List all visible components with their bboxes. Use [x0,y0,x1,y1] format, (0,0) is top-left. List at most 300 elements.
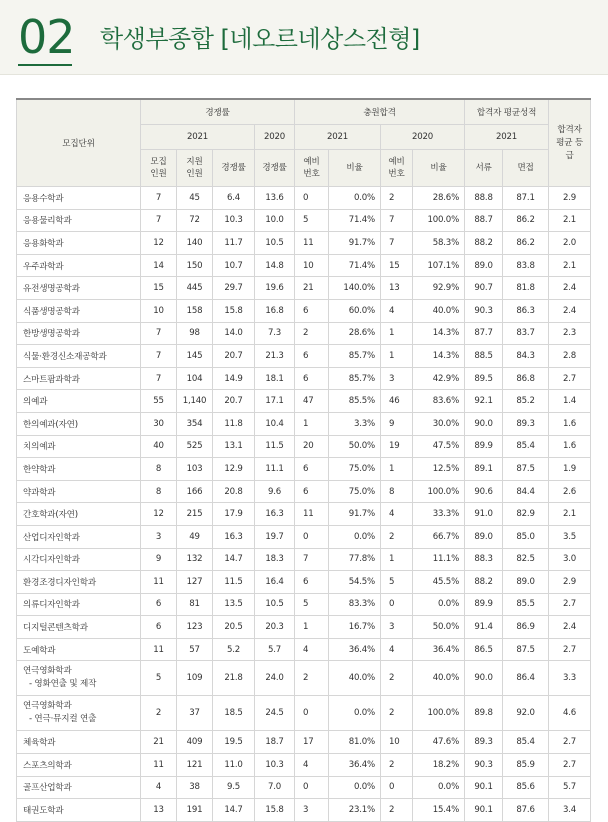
waitlist-2021-cell: 5 [295,209,329,232]
waitlist-2020-cell: 9 [381,412,413,435]
table-row [17,754,591,777]
rate-2020-cell: 5.7 [255,638,295,661]
ratio-2020-cell: 42.9% [413,367,465,390]
avg-grade-cell: 2.4 [549,616,591,639]
interview-score-cell: 92.0 [503,696,549,731]
applicants-cell: 191 [177,799,213,822]
applicants-cell: 121 [177,754,213,777]
unit-cell [17,731,141,754]
sub-waitlist-2020-header: 예비 번호 [381,150,413,187]
waitlist-2021-cell: 4 [295,638,329,661]
waitlist-2020-cell: 15 [381,254,413,277]
quota-cell: 12 [141,503,177,526]
rate-2021-cell: 21.8 [213,661,255,696]
rate-2021-cell: 19.5 [213,731,255,754]
unit-name: 한약학과 [23,464,56,475]
table-row [17,593,591,616]
table-row [17,616,591,639]
quota-cell: 7 [141,209,177,232]
unit-cell [17,799,141,822]
quota-cell: 2 [141,696,177,731]
rate-2021-cell: 10.7 [213,254,255,277]
applicants-cell: 445 [177,277,213,300]
avg-grade-cell: 1.9 [549,458,591,481]
ratio-2021-cell: 83.3% [329,593,381,616]
group-additional-header: 충원합격 [295,99,465,125]
quota-cell: 40 [141,435,177,458]
document-score-cell: 88.5 [465,345,503,368]
unit-cell [17,322,141,345]
ratio-2021-cell: 81.0% [329,731,381,754]
unit-cell [17,525,141,548]
quota-cell: 7 [141,187,177,210]
unit-cell [17,345,141,368]
rate-2020-cell: 18.7 [255,731,295,754]
rate-2020-cell: 21.3 [255,345,295,368]
avg-grade-cell: 1.6 [549,435,591,458]
waitlist-2020-cell: 2 [381,187,413,210]
unit-cell [17,754,141,777]
waitlist-2021-cell: 21 [295,277,329,300]
unit-name: 응용화학과 [23,238,64,249]
avg-grade-cell: 2.8 [549,345,591,368]
avg-grade-cell: 1.4 [549,390,591,413]
avg-grade-cell: 2.7 [549,731,591,754]
interview-score-cell: 83.8 [503,254,549,277]
applicants-cell: 123 [177,616,213,639]
unit-cell [17,412,141,435]
ratio-2020-cell: 14.3% [413,322,465,345]
quota-cell: 21 [141,731,177,754]
ratio-2021-cell: 36.4% [329,638,381,661]
avg-grade-cell: 2.7 [549,638,591,661]
ratio-2020-cell: 36.4% [413,638,465,661]
unit-name: 연극영화학과 [23,666,72,677]
unit-name: 연극영화학과 [23,701,72,712]
avg-grade-cell: 1.6 [549,412,591,435]
unit-cell [17,209,141,232]
ratio-2020-cell: 47.6% [413,731,465,754]
unit-cell [17,187,141,210]
rate-2021-cell: 6.4 [213,187,255,210]
document-score-cell: 88.3 [465,548,503,571]
document-score-cell: 89.9 [465,593,503,616]
sub-ratio-2020-header: 비율 [413,150,465,187]
document-score-cell: 90.1 [465,776,503,799]
group-competition-header: 경쟁률 [141,99,295,125]
sub-applicants-header: 지원 인원 [177,150,213,187]
avg-grade-cell: 2.9 [549,571,591,594]
ratio-2021-cell: 50.0% [329,435,381,458]
ratio-2021-cell: 85.7% [329,367,381,390]
table-row [17,435,591,458]
avg-grade-cell: 3.0 [549,548,591,571]
quota-cell: 10 [141,299,177,322]
competition-2020-header: 2020 [255,125,295,150]
unit-name: 환경조경디자인학과 [23,577,96,588]
interview-score-cell: 86.2 [503,232,549,255]
waitlist-2021-cell: 6 [295,367,329,390]
additional-2020-header: 2020 [381,125,465,150]
document-score-cell: 91.0 [465,503,503,526]
quota-cell: 55 [141,390,177,413]
ratio-2021-cell: 36.4% [329,754,381,777]
waitlist-2021-cell: 17 [295,731,329,754]
unit-name: 태권도학과 [23,806,64,817]
document-score-cell: 89.3 [465,731,503,754]
ratio-2020-cell: 33.3% [413,503,465,526]
waitlist-2021-cell: 0 [295,525,329,548]
rate-2021-cell: 16.3 [213,525,255,548]
rate-2020-cell: 17.1 [255,390,295,413]
unit-cell [17,232,141,255]
rate-2021-cell: 13.1 [213,435,255,458]
document-score-cell: 89.8 [465,696,503,731]
unit-name: 골프산업학과 [23,783,72,794]
table-row [17,412,591,435]
rate-2021-cell: 5.2 [213,638,255,661]
applicants-cell: 132 [177,548,213,571]
applicants-cell: 72 [177,209,213,232]
interview-score-cell: 86.3 [503,299,549,322]
quota-cell: 7 [141,345,177,368]
unit-cell [17,367,141,390]
col-unit-header: 모집단위 [17,99,141,187]
rate-2021-cell: 20.7 [213,390,255,413]
rate-2020-cell: 15.8 [255,799,295,822]
unit-name: 시각디자인학과 [23,555,80,566]
results-table-wrapper [16,98,590,822]
waitlist-2020-cell: 2 [381,525,413,548]
waitlist-2020-cell: 1 [381,458,413,481]
unit-name: 치의예과 [23,442,56,453]
ratio-2021-cell: 60.0% [329,299,381,322]
document-score-cell: 90.3 [465,754,503,777]
document-score-cell: 90.7 [465,277,503,300]
ratio-2021-cell: 85.7% [329,345,381,368]
waitlist-2021-cell: 2 [295,322,329,345]
ratio-2020-cell: 40.0% [413,299,465,322]
rate-2021-cell: 15.8 [213,299,255,322]
rate-2020-cell: 10.3 [255,754,295,777]
avg-grade-cell: 3.4 [549,799,591,822]
rate-2021-cell: 20.5 [213,616,255,639]
waitlist-2021-cell: 3 [295,799,329,822]
ratio-2021-cell: 91.7% [329,503,381,526]
section-number-underline [18,64,72,66]
unit-cell [17,571,141,594]
interview-score-cell: 86.4 [503,661,549,696]
interview-score-cell: 86.8 [503,367,549,390]
waitlist-2021-cell: 6 [295,458,329,481]
applicants-cell: 127 [177,571,213,594]
quota-cell: 8 [141,480,177,503]
ratio-2021-cell: 91.7% [329,232,381,255]
table-row [17,345,591,368]
ratio-2021-cell: 40.0% [329,661,381,696]
waitlist-2020-cell: 0 [381,776,413,799]
unit-cell [17,503,141,526]
rate-2020-cell: 10.4 [255,412,295,435]
rate-2020-cell: 7.3 [255,322,295,345]
rate-2021-cell: 9.5 [213,776,255,799]
avg-grade-cell: 2.1 [549,503,591,526]
rate-2020-cell: 14.8 [255,254,295,277]
unit-name: 체육학과 [23,738,56,749]
waitlist-2021-cell: 6 [295,345,329,368]
quota-cell: 6 [141,593,177,616]
interview-score-cell: 87.1 [503,187,549,210]
waitlist-2020-cell: 0 [381,593,413,616]
rate-2020-cell: 19.6 [255,277,295,300]
unit-cell [17,277,141,300]
avg-grade-cell: 2.0 [549,232,591,255]
table-row [17,322,591,345]
applicants-cell: 215 [177,503,213,526]
applicants-cell: 57 [177,638,213,661]
waitlist-2020-cell: 5 [381,571,413,594]
ratio-2021-cell: 16.7% [329,616,381,639]
rate-2020-cell: 7.0 [255,776,295,799]
unit-subtrack: - 영화연출 및 제작 [29,679,97,690]
unit-name: 스포츠의학과 [23,760,72,771]
table-row [17,548,591,571]
interview-score-cell: 85.9 [503,754,549,777]
section-title: 학생부종합 [네오르네상스전형] [100,25,420,53]
ratio-2020-cell: 50.0% [413,616,465,639]
document-score-cell: 90.6 [465,480,503,503]
applicants-cell: 409 [177,731,213,754]
ratio-2020-cell: 100.0% [413,696,465,731]
quota-cell: 7 [141,322,177,345]
interview-score-cell: 87.5 [503,638,549,661]
interview-score-cell: 85.2 [503,390,549,413]
avg-grade-cell: 2.6 [549,480,591,503]
unit-name: 산업디자인학과 [23,532,80,543]
document-score-cell: 87.7 [465,322,503,345]
applicants-cell: 150 [177,254,213,277]
table-row [17,232,591,255]
table-row [17,277,591,300]
quota-cell: 13 [141,799,177,822]
unit-cell [17,593,141,616]
ratio-2021-cell: 71.4% [329,209,381,232]
waitlist-2021-cell: 11 [295,232,329,255]
sub-ratio-2021-header: 비율 [329,150,381,187]
waitlist-2020-cell: 10 [381,731,413,754]
rate-2021-cell: 29.7 [213,277,255,300]
unit-name: 식품생명공학과 [23,306,80,317]
rate-2021-cell: 20.8 [213,480,255,503]
waitlist-2020-cell: 3 [381,616,413,639]
ratio-2021-cell: 0.0% [329,187,381,210]
ratio-2020-cell: 100.0% [413,209,465,232]
unit-subtrack: - 연극·뮤지컬 연출 [29,714,97,725]
waitlist-2020-cell: 46 [381,390,413,413]
ratio-2020-cell: 18.2% [413,754,465,777]
table-row [17,638,591,661]
waitlist-2021-cell: 0 [295,776,329,799]
rate-2021-cell: 11.7 [213,232,255,255]
ratio-2020-cell: 15.4% [413,799,465,822]
unit-name: 간호학과(자연) [23,510,78,521]
sub-rate-2020-header: 경쟁률 [255,150,295,187]
ratio-2021-cell: 0.0% [329,776,381,799]
waitlist-2021-cell: 6 [295,480,329,503]
quota-cell: 5 [141,661,177,696]
unit-cell [17,458,141,481]
avg-grade-cell: 2.7 [549,593,591,616]
document-score-cell: 91.4 [465,616,503,639]
unit-name: 약과학과 [23,487,56,498]
waitlist-2020-cell: 4 [381,503,413,526]
rate-2021-cell: 14.0 [213,322,255,345]
unit-cell [17,696,141,731]
ratio-2020-cell: 12.5% [413,458,465,481]
applicants-cell: 525 [177,435,213,458]
ratio-2020-cell: 28.6% [413,187,465,210]
applicants-cell: 158 [177,299,213,322]
rate-2021-cell: 11.8 [213,412,255,435]
table-row [17,503,591,526]
quota-cell: 3 [141,525,177,548]
rate-2021-cell: 11.0 [213,754,255,777]
waitlist-2020-cell: 19 [381,435,413,458]
rate-2020-cell: 24.5 [255,696,295,731]
rate-2021-cell: 14.7 [213,548,255,571]
rate-2021-cell: 11.5 [213,571,255,594]
avg-grade-cell: 2.9 [549,187,591,210]
unit-cell [17,661,141,696]
applicants-cell: 1,140 [177,390,213,413]
rate-2020-cell: 9.6 [255,480,295,503]
ratio-2020-cell: 47.5% [413,435,465,458]
quota-cell: 8 [141,458,177,481]
rate-2020-cell: 16.4 [255,571,295,594]
applicants-cell: 45 [177,187,213,210]
ratio-2021-cell: 75.0% [329,458,381,481]
interview-score-cell: 84.3 [503,345,549,368]
quota-cell: 15 [141,277,177,300]
unit-name: 응용수학과 [23,193,64,204]
waitlist-2021-cell: 0 [295,696,329,731]
applicants-cell: 140 [177,232,213,255]
rate-2020-cell: 10.5 [255,232,295,255]
table-row [17,799,591,822]
waitlist-2021-cell: 2 [295,661,329,696]
waitlist-2021-cell: 20 [295,435,329,458]
waitlist-2020-cell: 4 [381,638,413,661]
rate-2020-cell: 13.6 [255,187,295,210]
quota-cell: 30 [141,412,177,435]
ratio-2021-cell: 28.6% [329,322,381,345]
waitlist-2021-cell: 4 [295,754,329,777]
avg-grade-cell: 2.4 [549,299,591,322]
ratio-2020-cell: 11.1% [413,548,465,571]
applicants-cell: 166 [177,480,213,503]
quota-cell: 4 [141,776,177,799]
quota-cell: 7 [141,367,177,390]
applicants-cell: 49 [177,525,213,548]
ratio-2020-cell: 58.3% [413,232,465,255]
document-score-cell: 88.7 [465,209,503,232]
unit-name: 의류디자인학과 [23,600,80,611]
document-score-cell: 88.2 [465,571,503,594]
applicants-cell: 37 [177,696,213,731]
waitlist-2020-cell: 1 [381,345,413,368]
document-score-cell: 89.9 [465,435,503,458]
table-row [17,367,591,390]
interview-score-cell: 89.3 [503,412,549,435]
interview-score-cell: 81.8 [503,277,549,300]
ratio-2020-cell: 83.6% [413,390,465,413]
sub-quota-header: 모집 인원 [141,150,177,187]
quota-cell: 12 [141,232,177,255]
waitlist-2021-cell: 11 [295,503,329,526]
ratio-2020-cell: 92.9% [413,277,465,300]
waitlist-2020-cell: 4 [381,299,413,322]
ratio-2021-cell: 71.4% [329,254,381,277]
waitlist-2020-cell: 1 [381,322,413,345]
rate-2020-cell: 11.5 [255,435,295,458]
document-score-cell: 88.8 [465,187,503,210]
avg-2021-header: 2021 [465,125,549,150]
applicants-cell: 98 [177,322,213,345]
document-score-cell: 89.0 [465,254,503,277]
waitlist-2020-cell: 8 [381,480,413,503]
unit-cell [17,776,141,799]
document-score-cell: 89.1 [465,458,503,481]
sub-document-header: 서류 [465,150,503,187]
sub-interview-header: 면접 [503,150,549,187]
avg-grade-cell: 5.7 [549,776,591,799]
quota-cell: 11 [141,571,177,594]
unit-cell [17,390,141,413]
table-row [17,254,591,277]
unit-name: 한방생명공학과 [23,329,80,340]
rate-2020-cell: 20.3 [255,616,295,639]
interview-score-cell: 85.4 [503,435,549,458]
table-row [17,480,591,503]
waitlist-2020-cell: 2 [381,754,413,777]
table-row [17,776,591,799]
quota-cell: 11 [141,638,177,661]
section-number: 02 [18,10,75,64]
avg-grade-cell: 2.4 [549,277,591,300]
unit-cell [17,480,141,503]
sub-rate-header: 경쟁률 [213,150,255,187]
waitlist-2021-cell: 5 [295,593,329,616]
unit-cell [17,638,141,661]
rate-2020-cell: 11.1 [255,458,295,481]
results-table [16,98,591,822]
waitlist-2021-cell: 0 [295,187,329,210]
document-score-cell: 88.2 [465,232,503,255]
applicants-cell: 81 [177,593,213,616]
waitlist-2020-cell: 13 [381,277,413,300]
ratio-2021-cell: 77.8% [329,548,381,571]
avg-grade-cell: 2.1 [549,254,591,277]
unit-name: 스마트팜과학과 [23,374,80,385]
document-score-cell: 90.0 [465,661,503,696]
avg-grade-cell: 3.3 [549,661,591,696]
rate-2020-cell: 16.3 [255,503,295,526]
ratio-2020-cell: 0.0% [413,593,465,616]
rate-2020-cell: 10.0 [255,209,295,232]
ratio-2021-cell: 0.0% [329,525,381,548]
results-table-body [17,187,591,822]
interview-score-cell: 86.9 [503,616,549,639]
